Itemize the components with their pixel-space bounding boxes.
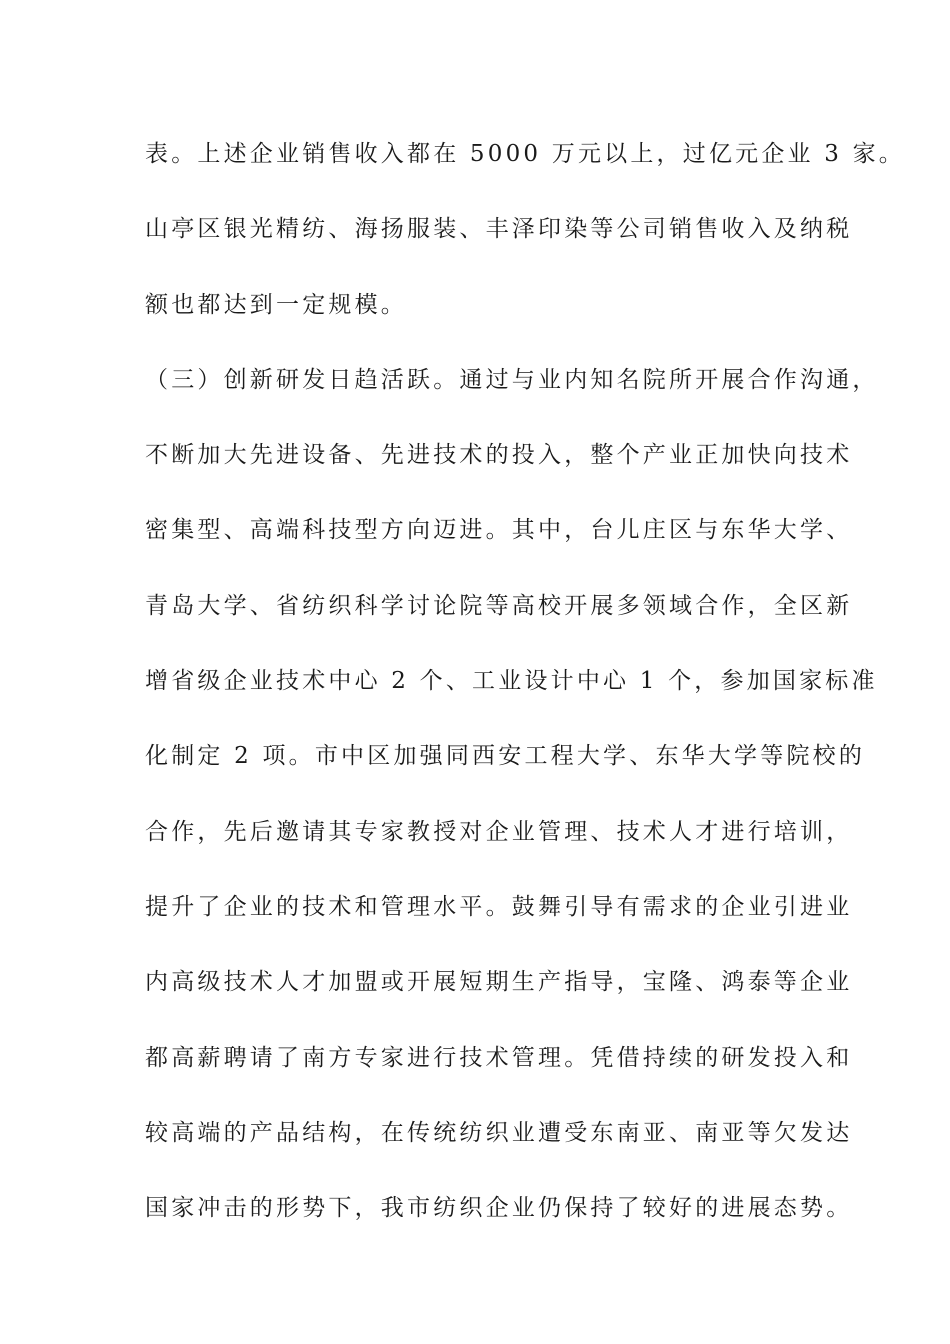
- body-text: [145, 134, 906, 1263]
- text-line: 化制定 2 项。市中区加强同西安工程大学、东华大学等院校的: [145, 743, 866, 770]
- text-line: 青岛大学、省纺织科学讨论院等高校开展多领域合作，全区新: [145, 592, 853, 619]
- text-line: 提升了企业的技术和管理水平。鼓舞引导有需求的企业引进业: [145, 893, 853, 920]
- text-line: 都高薪聘请了南方专家进行技术管理。凭借持续的研发投入和: [145, 1044, 853, 1071]
- text-line: 不断加大先进设备、先进技术的投入，整个产业正加快向技术: [145, 442, 853, 469]
- text-line: 内高级技术人才加盟或开展短期生产指导，宝隆、鸿泰等企业: [145, 969, 853, 996]
- text-line: 额也都达到一定规模。: [145, 291, 407, 318]
- text-line: 表。上述企业销售收入都在 5000 万元以上，过亿元企业 3 家。: [145, 141, 906, 167]
- text-line: 山亭区银光精纺、海扬服装、丰泽印染等公司销售收入及纳税: [145, 216, 853, 243]
- text-line: 国家冲击的形势下，我市纺织企业仍保持了较好的进展态势。: [145, 1195, 853, 1222]
- text-line: 较高端的产品结构，在传统纺织业遭受东南亚、南亚等欠发达: [145, 1119, 853, 1146]
- text-line: 密集型、高端科技型方向迈进。其中，台儿庄区与东华大学、: [145, 517, 853, 544]
- text-line: 合作，先后邀请其专家教授对企业管理、技术人才进行培训，: [145, 818, 853, 845]
- text-line: 增省级企业技术中心 2 个、工业设计中心 1 个，参加国家标准: [145, 668, 878, 695]
- section-heading-line: （三）创新研发日趋活跃。通过与业内知名院所开展合作沟通，: [145, 366, 879, 393]
